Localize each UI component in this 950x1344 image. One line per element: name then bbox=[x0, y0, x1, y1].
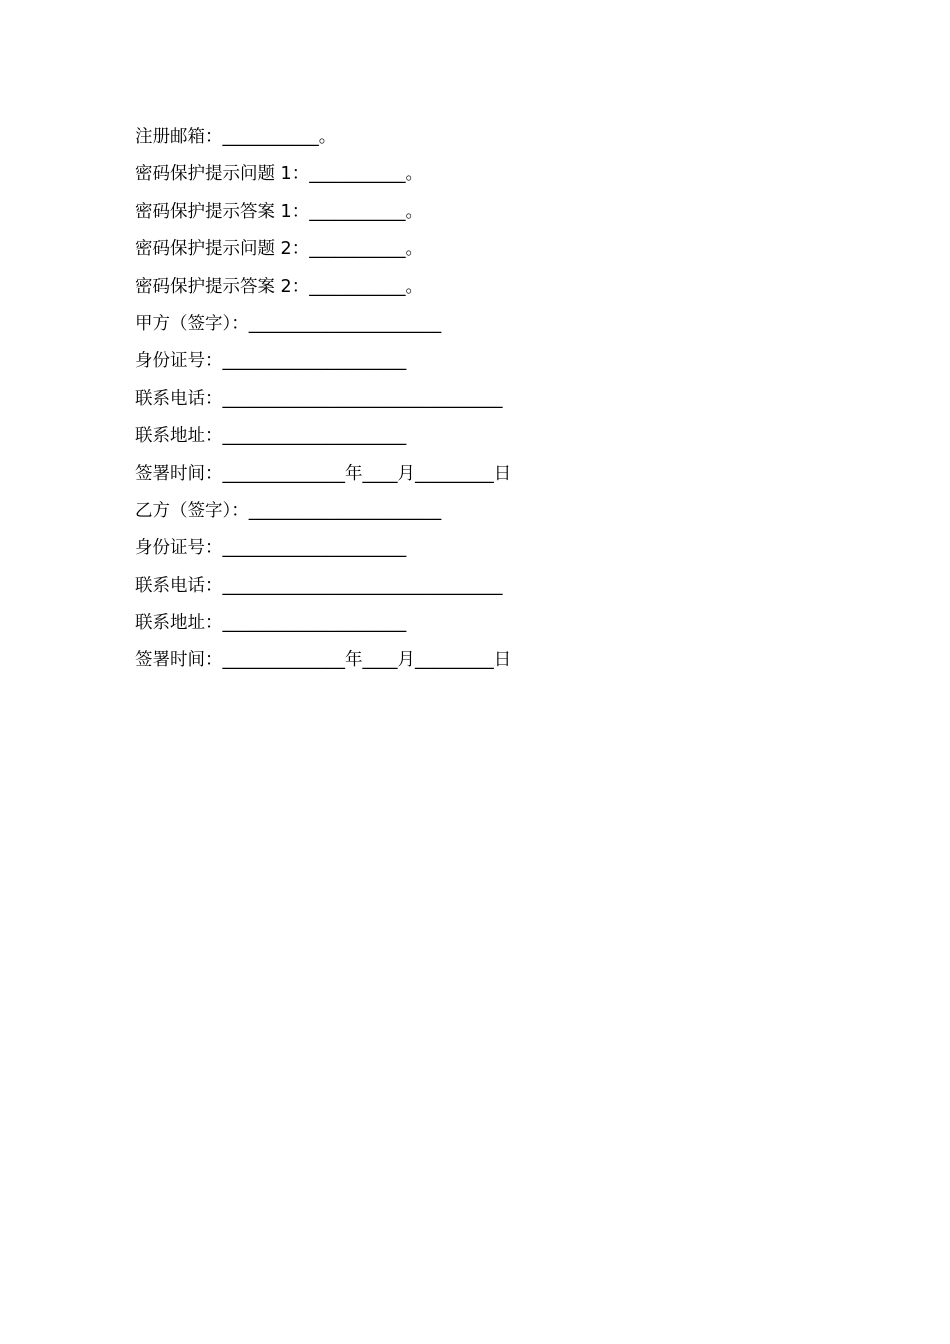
security-answer-2-line: 密码保护提示答案 2：___________。 bbox=[135, 276, 423, 297]
party-a-sign-date-line: 签署时间：______________年____月_________日 bbox=[135, 463, 512, 484]
party-b-signature-line: 乙方（签字）：______________________ bbox=[135, 500, 442, 521]
form-content bbox=[135, 119, 835, 680]
party-a-signature-line: 甲方（签字）：______________________ bbox=[135, 313, 442, 334]
security-question-2-line: 密码保护提示问题 2：___________。 bbox=[135, 239, 423, 260]
party-b-id-number-line: 身份证号：_____________________ bbox=[135, 538, 407, 559]
party-a-address-line: 联系地址：_____________________ bbox=[135, 426, 407, 447]
party-b-sign-date-line: 签署时间：______________年____月_________日 bbox=[135, 650, 512, 671]
security-answer-1-line: 密码保护提示答案 1：___________。 bbox=[135, 201, 423, 222]
party-a-id-number-line: 身份证号：_____________________ bbox=[135, 351, 407, 372]
security-question-1-line: 密码保护提示问题 1：___________。 bbox=[135, 164, 423, 185]
party-b-address-line: 联系地址：_____________________ bbox=[135, 613, 407, 634]
party-b-phone-line: 联系电话：________________________________ bbox=[135, 575, 503, 596]
party-a-phone-line: 联系电话：________________________________ bbox=[135, 388, 503, 409]
registered-email-line: 注册邮箱：___________。 bbox=[135, 127, 337, 147]
